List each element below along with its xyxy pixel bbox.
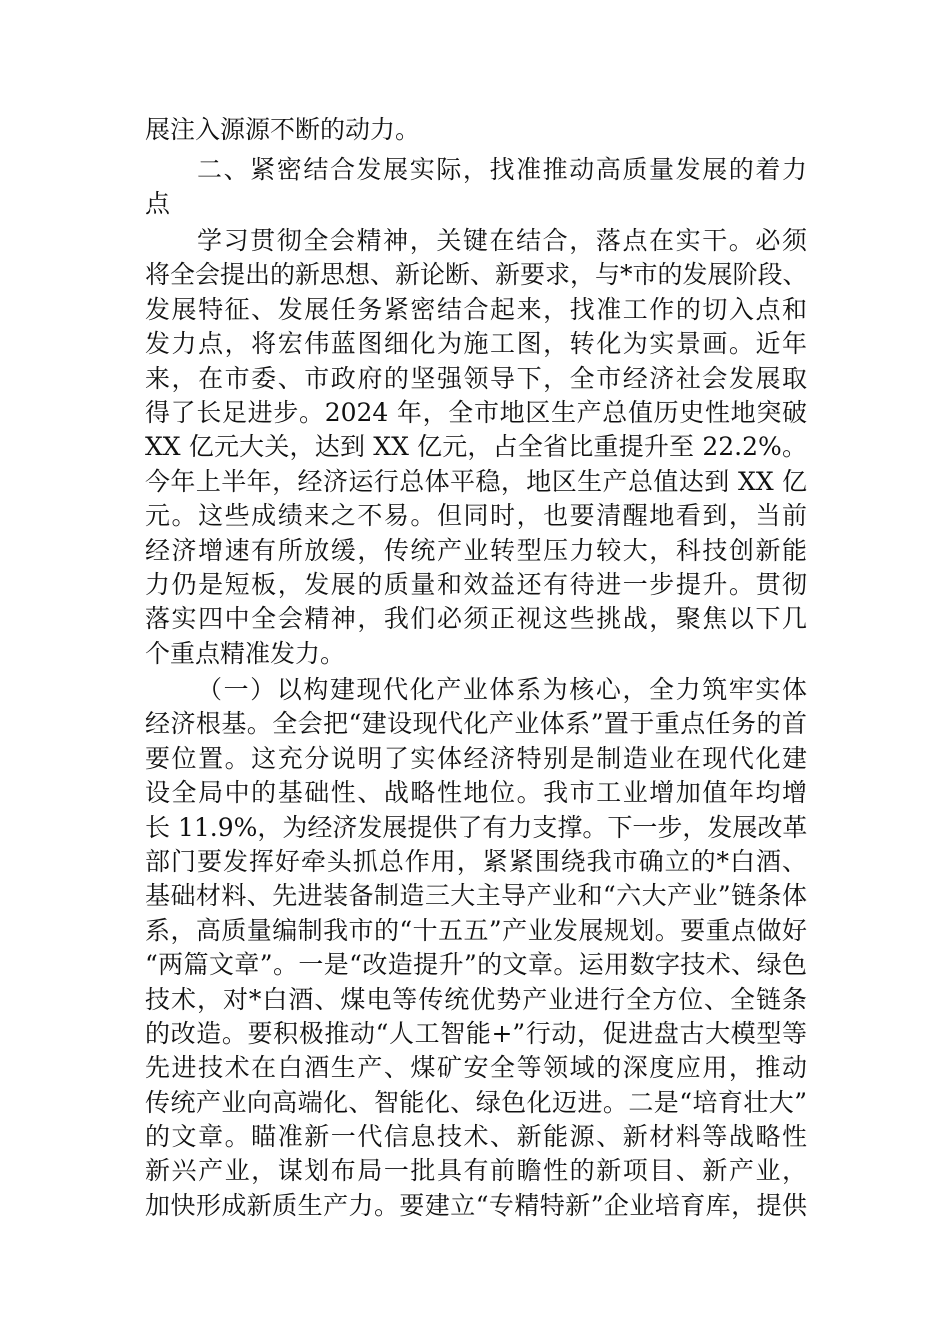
text-line: 经济增速有所放缓，传统产业转型压力较大，科技创新能 xyxy=(145,535,807,565)
text-line: （一）以构建现代化产业体系为核心，全力筑牢实体 xyxy=(197,675,807,704)
text-line: 基础材料、先进装备制造三大主导产业和“六大产业”链条体 xyxy=(145,881,807,911)
text-line: 发力点，将宏伟蓝图细化为施工图，转化为实景画。近年 xyxy=(145,329,807,359)
text-line: 力仍是短板，发展的质量和效益还有待进一步提升。贯彻 xyxy=(145,569,807,599)
text-line: 元。这些成绩来之不易。但同时，也要清醒地看到，当前 xyxy=(145,501,807,531)
text-line: 新兴产业，谋划布局一批具有前瞻性的新项目、新产业， xyxy=(145,1156,807,1186)
text-line: 经济根基。全会把“建设现代化产业体系”置于重点任务的首 xyxy=(145,709,807,739)
text-line: 长 11.9%，为经济发展提供了有力支撑。下一步，发展改革 xyxy=(145,812,808,842)
text-line: 的改造。要积极推动“人工智能+”行动，促进盘古大模型等 xyxy=(145,1018,807,1048)
text-line: 系，高质量编制我市的“十五五”产业发展规划。要重点做好 xyxy=(145,915,807,945)
heading-line: 二、紧密结合发展实际，找准推动高质量发展的着力 xyxy=(197,155,807,184)
paragraph-1 xyxy=(145,224,807,671)
text-line: 设全局中的基础性、战略性地位。我市工业增加值年均增 xyxy=(145,778,807,808)
text-line: 技术，对*白酒、煤电等传统优势产业进行全方位、全链条 xyxy=(145,984,807,1014)
text-line: 的文章。瞄准新一代信息技术、新能源、新材料等战略性 xyxy=(145,1122,807,1152)
text-line: 先进技术在白酒生产、煤矿安全等领域的深度应用，推动 xyxy=(145,1053,807,1083)
text-line: 要位置。这充分说明了实体经济特别是制造业在现代化建 xyxy=(145,743,807,773)
text-line: “两篇文章”。一是“改造提升”的文章。运用数字技术、绿色 xyxy=(145,950,807,980)
text-line: 将全会提出的新思想、新论断、新要求，与*市的发展阶段、 xyxy=(145,260,808,290)
lead-line xyxy=(145,113,807,147)
text-line: 传统产业向高端化、智能化、绿色化迈进。二是“培育壮大” xyxy=(145,1087,807,1117)
paragraph-2 xyxy=(145,673,807,1223)
heading-line: 点 xyxy=(145,189,171,219)
text-line: 部门要发挥好牵头抓总作用，紧紧围绕我市确立的*白酒、 xyxy=(145,846,807,876)
section-heading xyxy=(145,153,807,222)
text-line: 来，在市委、市政府的坚强领导下，全市经济社会发展取 xyxy=(145,363,807,393)
text-line: XX 亿元大关，达到 XX 亿元，占全省比重提升至 22.2%。 xyxy=(145,432,807,462)
text-line: 学习贯彻全会精神，关键在结合，落点在实干。必须 xyxy=(197,226,807,255)
text-line: 落实四中全会精神，我们必须正视这些挑战，聚焦以下几 xyxy=(145,604,807,634)
text-line: 得了长足进步。2024 年，全市地区生产总值历史性地突破 xyxy=(145,397,807,427)
text-line: 加快形成新质生产力。要建立“专精特新”企业培育库，提供 xyxy=(145,1190,807,1220)
text-line: 今年上半年，经济运行总体平稳，地区生产总值达到 XX 亿 xyxy=(145,466,807,496)
text-line: 个重点精准发力。 xyxy=(145,638,346,668)
text-line: 发展特征、发展任务紧密结合起来，找准工作的切入点和 xyxy=(145,294,807,324)
text-line: 展注入源源不断的动力。 xyxy=(145,115,421,144)
